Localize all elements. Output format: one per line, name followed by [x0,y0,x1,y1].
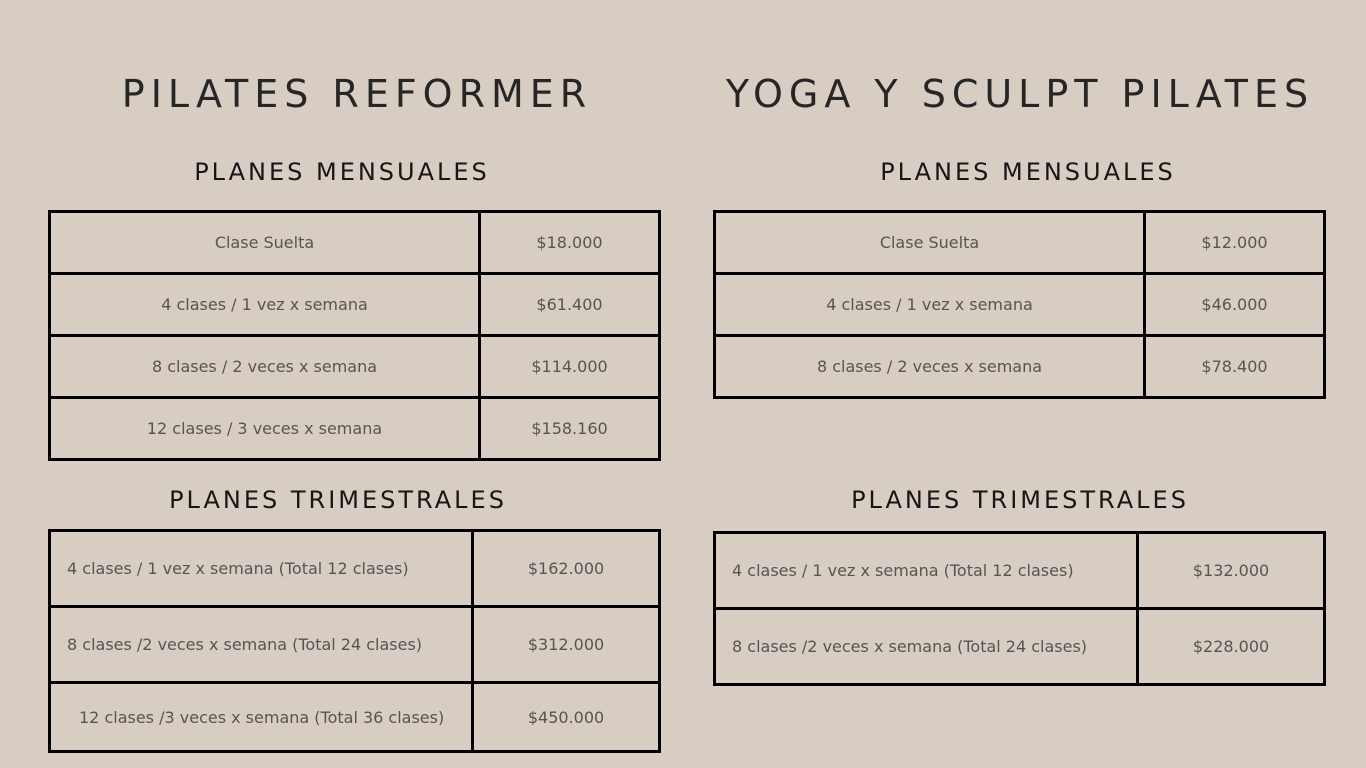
price-cell: $158.160 [480,398,660,460]
table-row [50,212,660,274]
price-cell: $450.000 [473,683,660,752]
price-cell: $132.000 [1138,533,1325,609]
plan-cell: 12 clases /3 veces x semana (Total 36 clases) [50,683,473,752]
table-row [50,607,660,683]
right-quarterly-table [713,531,1326,686]
plan-cell: 4 clases / 1 vez x semana (Total 12 clases) [715,533,1138,609]
title-yoga-sculpt-pilates: YOGA Y SCULPT PILATES [725,72,1315,116]
table-row [715,336,1325,398]
price-cell: $312.000 [473,607,660,683]
table-row [50,336,660,398]
right-monthly-table [713,210,1326,399]
plan-cell: 12 clases / 3 veces x semana [50,398,480,460]
table-row [50,398,660,460]
table-row [715,274,1325,336]
left-quarterly-heading: PLANES TRIMESTRALES [169,486,507,514]
table-row [715,212,1325,274]
left-monthly-table [48,210,661,461]
price-cell: $61.400 [480,274,660,336]
plan-cell: 8 clases / 2 veces x semana [50,336,480,398]
plan-cell: 4 clases / 1 vez x semana [715,274,1145,336]
price-cell: $12.000 [1145,212,1325,274]
title-pilates-reformer: PILATES REFORMER [121,72,593,116]
price-cell: $162.000 [473,531,660,607]
table-row [50,531,660,607]
table-row [50,274,660,336]
table-row [715,533,1325,609]
price-cell: $46.000 [1145,274,1325,336]
plan-cell: 8 clases /2 veces x semana (Total 24 clases) [715,609,1138,685]
price-cell: $78.400 [1145,336,1325,398]
right-quarterly-heading: PLANES TRIMESTRALES [851,486,1189,514]
price-cell: $228.000 [1138,609,1325,685]
price-cell: $114.000 [480,336,660,398]
plan-cell: 8 clases / 2 veces x semana [715,336,1145,398]
table-row [50,683,660,752]
plan-cell: 4 clases / 1 vez x semana [50,274,480,336]
left-quarterly-table [48,529,661,753]
left-monthly-heading: PLANES MENSUALES [194,158,490,186]
price-cell: $18.000 [480,212,660,274]
plan-cell: 4 clases / 1 vez x semana (Total 12 clases) [50,531,473,607]
table-row [715,609,1325,685]
plan-cell: Clase Suelta [50,212,480,274]
plan-cell: 8 clases /2 veces x semana (Total 24 clases) [50,607,473,683]
plan-cell: Clase Suelta [715,212,1145,274]
right-monthly-heading: PLANES MENSUALES [880,158,1176,186]
